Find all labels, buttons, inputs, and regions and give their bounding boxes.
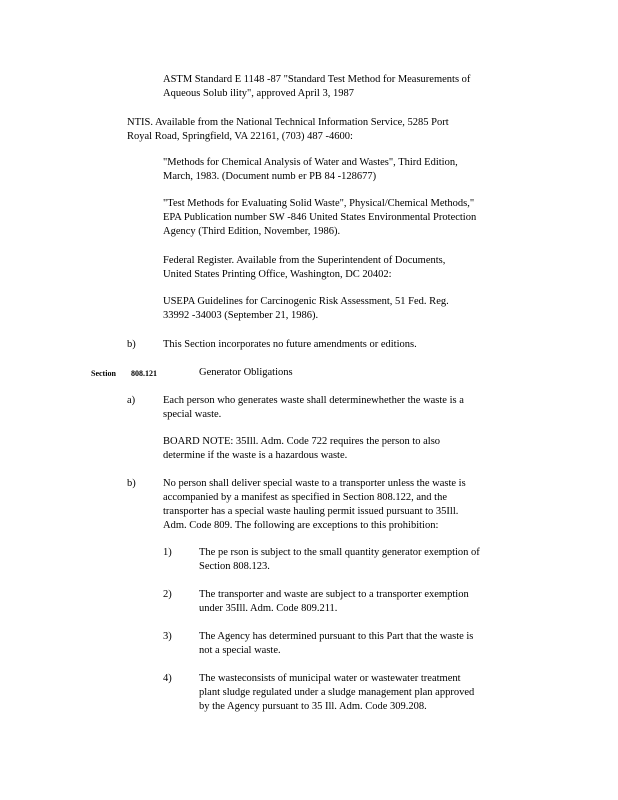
text-line: Aqueous Solub ility", approved April 3, 1987 xyxy=(163,88,354,99)
text-line: ASTM Standard E 1148 -87 "Standard Test Method for Measurements of xyxy=(163,74,471,85)
text-line: EPA Publication number SW -846 United States Environmental Protection xyxy=(163,212,477,223)
text-line: Adm. Code 809. The following are exceptions to this prohibition: xyxy=(163,520,439,531)
incorporation-statement xyxy=(163,338,417,352)
sub-item-label: 1) xyxy=(163,547,172,558)
text-line: United States Printing Office, Washington, DC 20402: xyxy=(163,269,392,280)
federal-register-paragraph xyxy=(163,254,445,282)
board-note xyxy=(163,435,440,463)
text-line: March, 1983. (Document numb er PB 84 -128677) xyxy=(163,171,377,182)
text-line: No person shall deliver special waste to a transporter unless the waste is xyxy=(163,478,466,489)
exception-4 xyxy=(199,672,474,714)
text-line: Royal Road, Springfield, VA 22161, (703) 487 -4600: xyxy=(127,131,353,142)
item-label: b) xyxy=(127,339,136,350)
text-line: "Methods for Chemical Analysis of Water and Wastes", Third Edition, xyxy=(163,157,458,168)
text-line: The wasteconsists of municipal water or wastewater treatment xyxy=(199,673,461,684)
text-line: accompanied by a manifest as specified in Section 808.122, and the xyxy=(163,492,447,503)
text-line: 33992 -34003 (September 21, 1986). xyxy=(163,310,319,321)
section-title: Generator Obligations xyxy=(199,367,293,378)
text-line: plant sludge regulated under a sludge management plan approved xyxy=(199,687,475,698)
text-line: not a special waste. xyxy=(199,645,281,656)
text-line: transporter has a special waste hauling permit issued pursuant to 35Ill. xyxy=(163,506,459,517)
exception-2 xyxy=(199,588,469,616)
text-line: BOARD NOTE: 35Ill. Adm. Code 722 requires the person to also xyxy=(163,436,441,447)
text-line: special waste. xyxy=(163,409,222,420)
ntis-paragraph xyxy=(127,116,449,144)
item-label: a) xyxy=(127,395,136,406)
text-line: The Agency has determined pursuant to this Part that the waste is xyxy=(199,631,474,642)
test-methods-reference xyxy=(163,197,476,239)
astm-reference xyxy=(163,73,470,101)
item-label: b) xyxy=(127,478,136,489)
text-line: Each person who generates waste shall determinewhether the waste is a xyxy=(163,395,464,406)
text-line: determine if the waste is a hazardous waste. xyxy=(163,450,348,461)
usepa-reference xyxy=(163,295,449,323)
section-number: 808.121 xyxy=(131,369,157,378)
text-line: Federal Register. Available from the Superintendent of Documents, xyxy=(163,255,446,266)
text-line: The pe rson is subject to the small quantity generator exemption of xyxy=(199,547,480,558)
item-b-paragraph xyxy=(163,477,466,533)
exception-3 xyxy=(199,630,473,658)
sub-item-label: 4) xyxy=(163,673,172,684)
item-a-paragraph xyxy=(163,394,464,422)
text-line: NTIS. Available from the National Technical Information Service, 5285 Port xyxy=(127,117,449,128)
text-line: USEPA Guidelines for Carcinogenic Risk Assessment, 51 Fed. Reg. xyxy=(163,296,449,307)
text-line: by the Agency pursuant to 35 Ill. Adm. Code 309.208. xyxy=(199,701,427,712)
text-line: "Test Methods for Evaluating Solid Waste", Physical/Chemical Methods," xyxy=(163,198,475,209)
sub-item-label: 3) xyxy=(163,631,172,642)
section-label: Section xyxy=(91,369,116,378)
text-line: This Section incorporates no future amendments or editions. xyxy=(163,339,417,350)
text-line: Agency (Third Edition, November, 1986). xyxy=(163,226,341,237)
text-line: Section 808.123. xyxy=(199,561,270,572)
methods-chemical-reference xyxy=(163,156,458,184)
text-line: under 35Ill. Adm. Code 809.211. xyxy=(199,603,338,614)
sub-item-label: 2) xyxy=(163,589,172,600)
exception-1 xyxy=(199,546,480,574)
text-line: The transporter and waste are subject to a transporter exemption xyxy=(199,589,469,600)
